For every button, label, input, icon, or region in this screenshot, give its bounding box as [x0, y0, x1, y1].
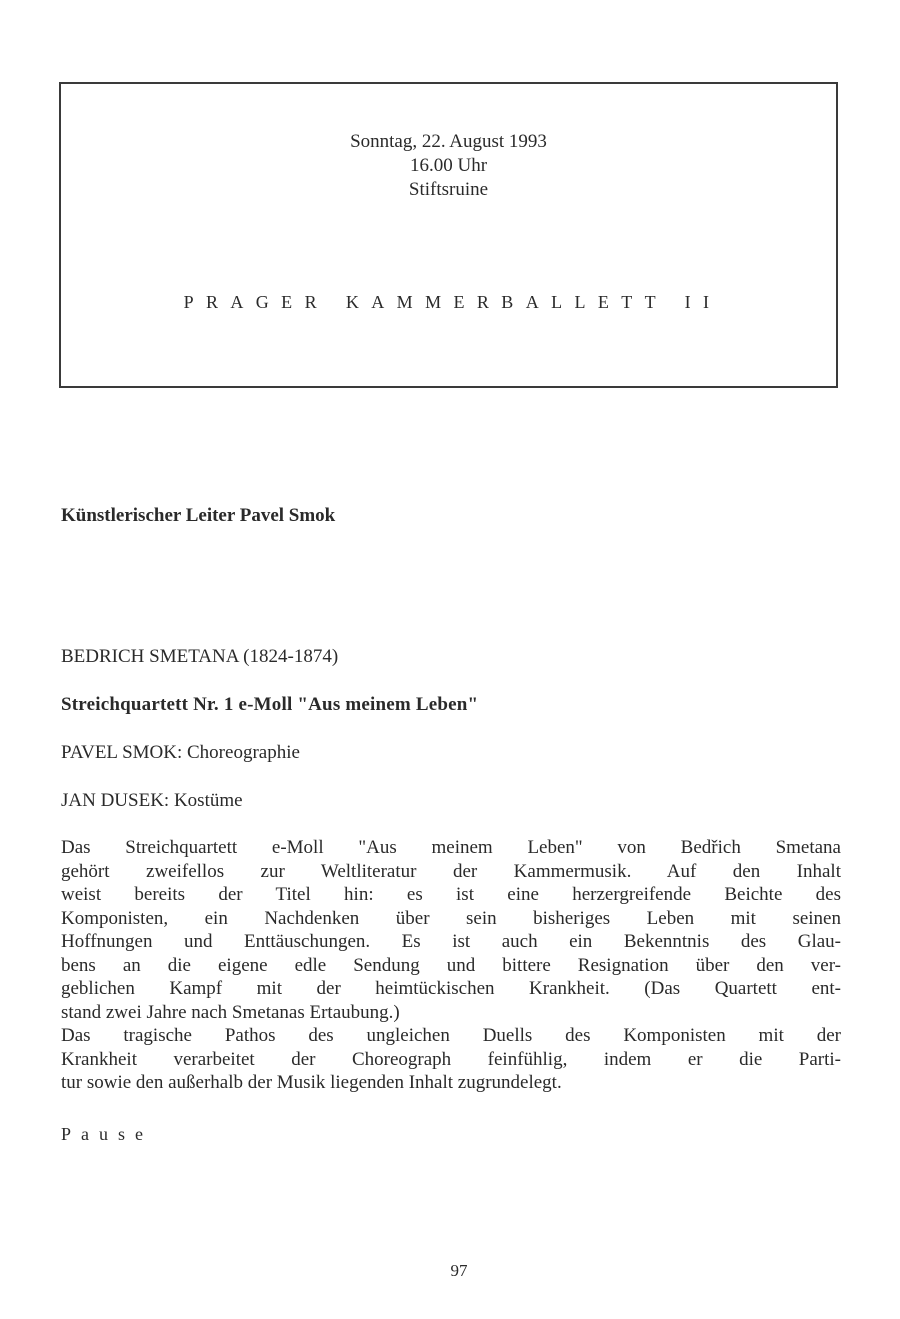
description-line: Krankheit verarbeitet der Choreograph feinfühlig, indem er die Parti-	[61, 1048, 841, 1070]
description-line: weist bereits der Titel hin: es ist eine herzergreifende Beichte des	[61, 884, 841, 905]
description-line: Komponisten, ein Nachdenken über sein bisheriges Leben mit seinen	[61, 907, 841, 929]
description-line: Hoffnungen und Enttäuschungen. Es ist auch ein Bekenntnis des Glau-	[61, 931, 841, 952]
credits-block	[61, 645, 478, 837]
description-line: geblichen Kampf mit der heimtückischen Krankheit. (Das Quartett ent-	[61, 978, 841, 999]
description-line: gehört zweifellos zur Weltliteratur der Kammermusik. Auf den Inhalt	[61, 860, 841, 882]
page-number: 97	[450, 1261, 468, 1280]
event-header-box	[59, 82, 838, 388]
description-line: Das tragische Pathos des ungleichen Duells des Komponisten mit der	[61, 1025, 841, 1046]
choreography-credit: PAVEL SMOK: Choreographie	[61, 742, 300, 763]
work-title: Streichquartett Nr. 1 e-Moll "Aus meinem Leben"	[61, 694, 479, 715]
artistic-director: Künstlerischer Leiter Pavel Smok	[61, 505, 336, 526]
company-title: PRAGER KAMMERBALLETT II	[183, 292, 722, 312]
event-date: Sonntag, 22. August 1993	[350, 131, 547, 152]
costumes-credit: JAN DUSEK: Kostüme	[61, 790, 243, 811]
description-paragraph	[61, 836, 841, 1095]
description-line: bens an die eigene edle Sendung und bittere Resignation über den ver-	[61, 954, 841, 976]
event-info	[61, 130, 836, 202]
description-line: tur sowie den außerhalb der Musik liegenden Inhalt zugrundelegt.	[61, 1072, 562, 1093]
composer: BEDRICH SMETANA (1824-1874)	[61, 646, 339, 667]
description-line: stand zwei Jahre nach Smetanas Ertaubung.)	[61, 1001, 400, 1023]
description-line: Das Streichquartett e-Moll "Aus meinem Leben" von Bedřich Smetana	[61, 837, 841, 858]
intermission-label: Pause	[61, 1124, 153, 1144]
event-venue: Stiftsruine	[408, 179, 489, 200]
event-time: 16.00 Uhr	[409, 155, 488, 176]
